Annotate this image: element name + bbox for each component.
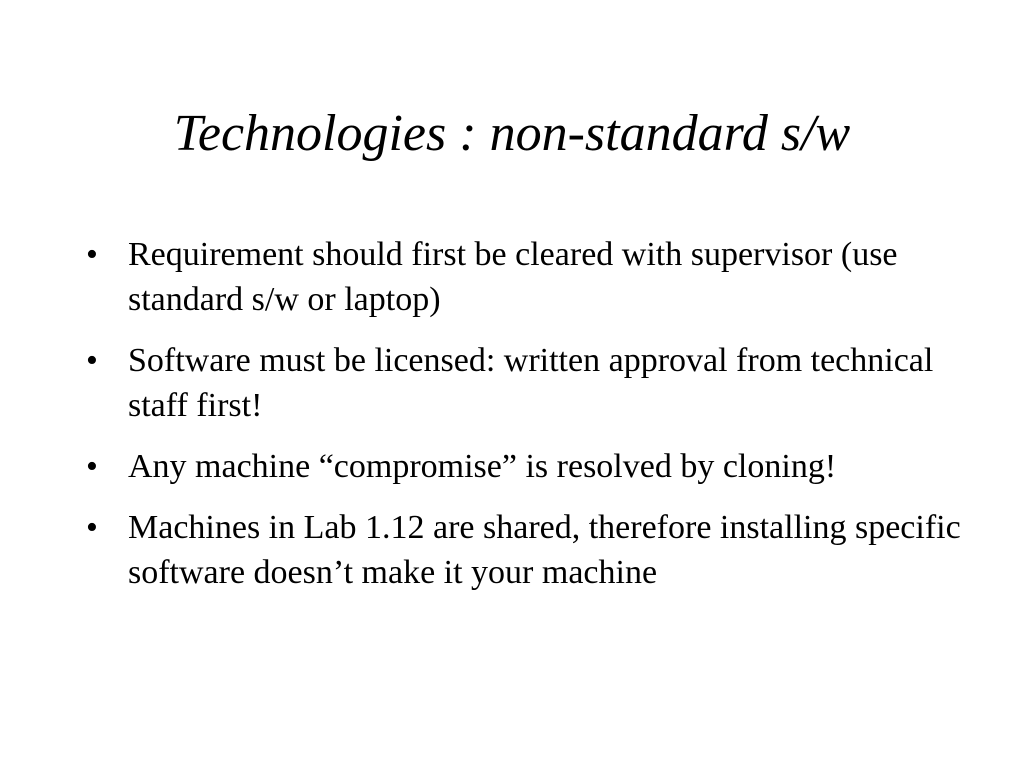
bullet-icon: • [86,342,98,379]
bullet-icon: • [86,509,98,546]
list-item [84,444,964,489]
bullet-text: Any machine “compromise” is resolved by cloning! [128,448,837,485]
list-item [84,232,964,322]
bullet-text: Software must be licensed: written approval from technical staff first! [128,342,934,424]
bullet-icon: • [86,448,98,485]
bullet-list [84,232,964,611]
bullet-icon: • [86,236,98,273]
list-item [84,338,964,428]
slide-title: Technologies : non-standard s/w [173,105,851,162]
bullet-text: Machines in Lab 1.12 are shared, therefore installing specific software doesn’t make it your machine [128,509,961,591]
bullet-text: Requirement should first be cleared with supervisor (use standard s/w or laptop) [128,236,898,318]
list-item [84,505,964,595]
